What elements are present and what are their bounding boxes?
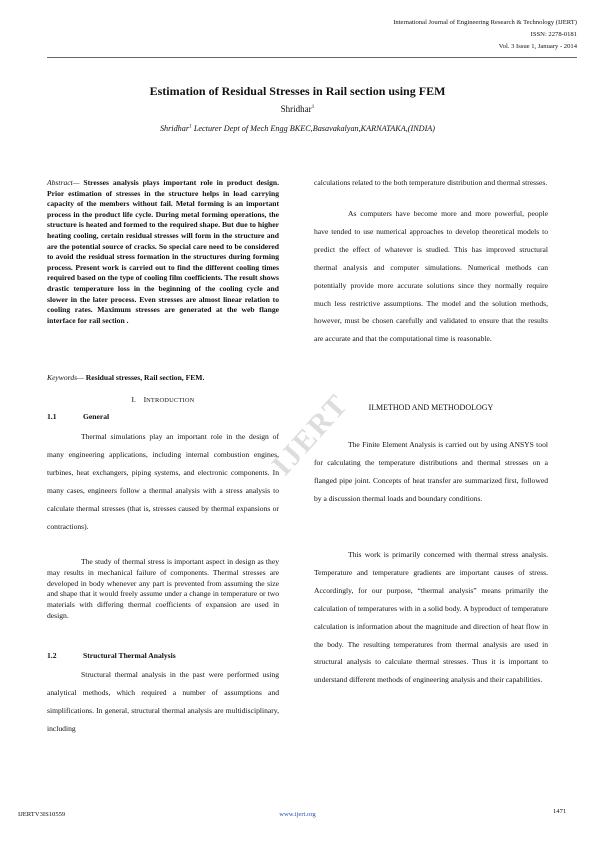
journal-url-link[interactable]: www.ijert.org [279, 811, 316, 818]
paragraph-fea: The Finite Element Analysis is carried out by using ANSYS tool for calculating the temperature distributions and thermal stresses on a flanged pipe joint. Concepts of heat transfer are summarized first, followed by a discussion thermal loads and boundary conditions. [314, 440, 548, 503]
author-name: Shridhar [280, 104, 312, 114]
journal-name: International Journal of Engineering Research & Technology (IJERT) [393, 19, 577, 26]
abstract-text: Stresses analysis plays important role in product design. Prior estimation of stresses in the structure helps in load carrying capacity of the members without fail. Metal forming is an important process in the product life cycle. During metal forming operations, the structure is heated and formed to the required shape. But due to higher heating cooling, certain residual stresses will form in the structure and are the potential source of cracks. So special care need to be considered to avoid the residual stress formation in the structures during forming process. Present work is carried out to find the different cooling times required based on the type of cooling film coefficients. The result shows drastic temperature loss in the beginning of the cooling cycle and slower in the later process. Even stresses are almost linear relation to cooling rates. Maximum stresses are generated at the web flange interface for rail section . [47, 178, 279, 325]
keywords-text: Residual stresses, Rail section, FEM. [83, 373, 205, 382]
subsection-title: Structural Thermal Analysis [83, 651, 176, 660]
author-line [0, 104, 595, 114]
affiliation [0, 124, 595, 133]
volume-info: Vol. 3 Issue 1, January - 2014 [498, 43, 577, 50]
author-superscript: 1 [311, 104, 315, 110]
subsection-title: General [83, 412, 110, 421]
affiliation-name: Shridhar [159, 124, 190, 133]
abstract [47, 178, 279, 326]
section-number: I. [131, 395, 136, 404]
subsection-heading-general [47, 412, 109, 421]
subsection-number: 1.2 [47, 651, 57, 660]
header-rule [47, 57, 577, 58]
affiliation-details: Lecturer Dept of Mech Engg BKEC,Basavakalyan,KARNATAKA,(INDIA) [191, 124, 436, 133]
page-number: 1471 [553, 808, 567, 815]
paragraph-structural-thermal: Structural thermal analysis in the past were performed using analytical methods, which required a number of assumptions and simplifications. In general, structural thermal analysis are multidisciplinary, including [47, 670, 279, 733]
paragraph-work: This work is primarily concerned with thermal stress analysis. Temperature and temperature gradients are important causes of stress. Accordingly, for our purpose, “thermal analysis” means primarily the calculation of temperatures with in a solid body. A byproduct of temperature calculation is information about the magnitude and direction of heat flow in the body. The resulting temperatures from thermal analysis are used in structural analysis to calculate thermal stresses. Thus it is important to understand different methods of engineering analysis and their capabilities. [314, 550, 548, 685]
section-title-initial: I [143, 395, 147, 404]
affiliation-superscript: 1 [189, 123, 192, 130]
paragraph-computers: As computers have become more and more powerful, people have tended to use numerical approaches to develop theoretical models to predict the effect of whatever is studied. This has improved structural thermal analysis and computer simulations. Numerical methods can potentially provide more accurate solutions since they normally require much less restrictive assumptions. The model and the solution methods, however, must be chosen carefully and validated to ensure that the results are accurate and that the computational time is reasonable. [314, 209, 548, 344]
paper-title: Estimation of Residual Stresses in Rail section using FEM [149, 84, 446, 98]
subsection-heading-structural-thermal [47, 651, 176, 660]
section-heading-introduction [47, 395, 279, 404]
keywords [47, 373, 279, 382]
paragraph-continuation: calculations related to the both temperature distribution and thermal stresses. [314, 178, 548, 187]
paper-id: IJERTV3IS10559 [18, 811, 66, 818]
abstract-label: Abstract— [47, 178, 80, 187]
issn: ISSN: 2278-0181 [530, 31, 577, 38]
paragraph-general-2: The study of thermal stress is important aspect in design as they may results in mechanical failure of components. Thermal stresses are developed in body whenever any part is prevented from assuming the size and shape that it would freely assume under a change in temperature or two materials with differing thermal coefficients of expansion are used in design. [47, 557, 279, 620]
paragraph-general-1: Thermal simulations play an important role in the design of many engineering applications, including internal combustion engines, turbines, heat exchangers, piping systems, and electronic components. In many cases, engineers follow a thermal analysis with a stress analysis to calculate thermal stresses (that is, stresses caused by thermal expansions or contractions). [47, 432, 279, 531]
section-heading-method: II.METHOD AND METHODOLOGY [368, 403, 494, 412]
section-title-rest: NTRODUCTION [146, 397, 195, 404]
watermark: IJERT [265, 387, 356, 482]
keywords-label: Keywords— [47, 373, 84, 382]
subsection-number: 1.1 [47, 412, 57, 421]
